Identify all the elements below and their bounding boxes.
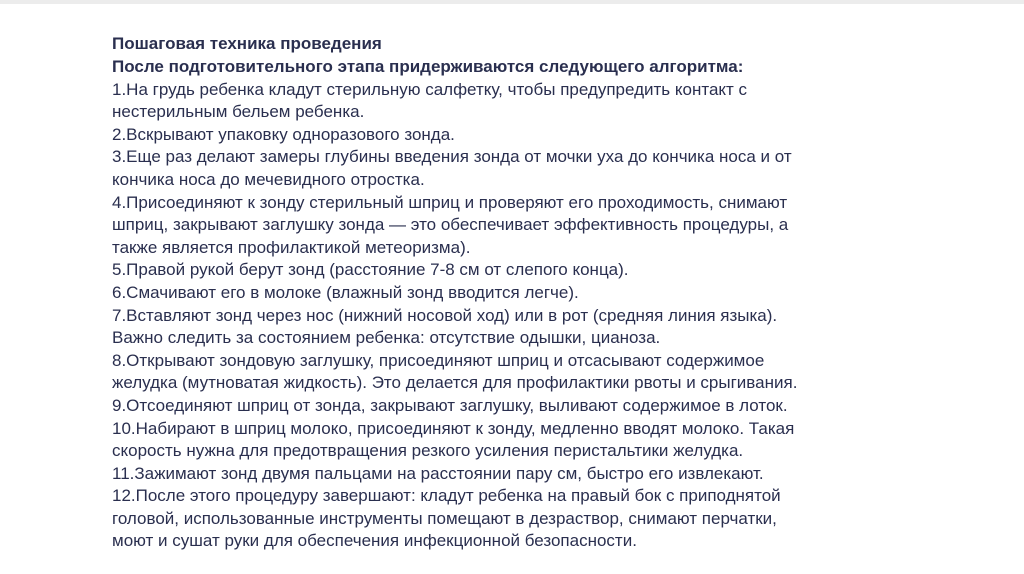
text-line: 3.Еще раз делают замеры глубины введения зонда от мочки уха до кончика носа и от — [112, 147, 792, 167]
text-line: кончика носа до мечевидного отростка. — [112, 169, 425, 189]
text-line: головой, использованные инструменты помещают в дезраствор, снимают перчатки, — [112, 508, 777, 528]
text-line: 11.Зажимают зонд двумя пальцами на расстоянии пару см, быстро его извлекают. — [112, 463, 764, 483]
text-line: нестерильным бельем ребенка. — [112, 102, 365, 122]
text-line: 2.Вскрывают упаковку одноразового зонда. — [112, 124, 455, 144]
text-line: также является профилактикой метеоризма). — [112, 237, 471, 257]
text-line: шприц, закрывают заглушку зонда — это обеспечивает эффективность процедуры, а — [112, 215, 789, 235]
text-line: скорость нужна для предотвращения резкого усиления перистальтики желудка. — [112, 441, 744, 461]
slide-title: Пошаговая техника проведения — [112, 34, 382, 53]
text-line: желудка (мутноватая жидкость). Это делается для профилактики рвоты и срыгивания. — [112, 373, 798, 393]
slide-subtitle: После подготовительного этапа придерживаются следующего алгоритма: — [112, 56, 744, 76]
slide-content — [112, 33, 902, 553]
top-divider — [0, 0, 1024, 4]
text-line: 9.Отсоединяют шприц от зонда, закрывают заглушку, выливают содержимое в лоток. — [112, 395, 788, 415]
text-line: 5.Правой рукой берут зонд (расстояние 7-8 см от слепого конца). — [112, 260, 629, 280]
text-line: 12.После этого процедуру завершают: кладут ребенка на правый бок с приподнятой — [112, 486, 781, 506]
text-line: 4.Присоединяют к зонду стерильный шприц и проверяют его проходимость, снимают — [112, 192, 788, 212]
text-line: 6.Смачивают его в молоке (влажный зонд вводится легче). — [112, 282, 579, 302]
text-line: 8.Открывают зондовую заглушку, присоединяют шприц и отсасывают содержимое — [112, 350, 765, 370]
text-line: 7.Вставляют зонд через нос (нижний носовой ход) или в рот (средняя линия языка). — [112, 305, 778, 325]
text-line: 10.Набирают в шприц молоко, присоединяют к зонду, медленно вводят молоко. Такая — [112, 418, 795, 438]
text-line: 1.На грудь ребенка кладут стерильную салфетку, чтобы предупредить контакт с — [112, 79, 748, 99]
text-line: Важно следить за состоянием ребенка: отсутствие одышки, цианоза. — [112, 328, 661, 348]
text-line: моют и сушат руки для обеспечения инфекционной безопасности. — [112, 531, 637, 551]
